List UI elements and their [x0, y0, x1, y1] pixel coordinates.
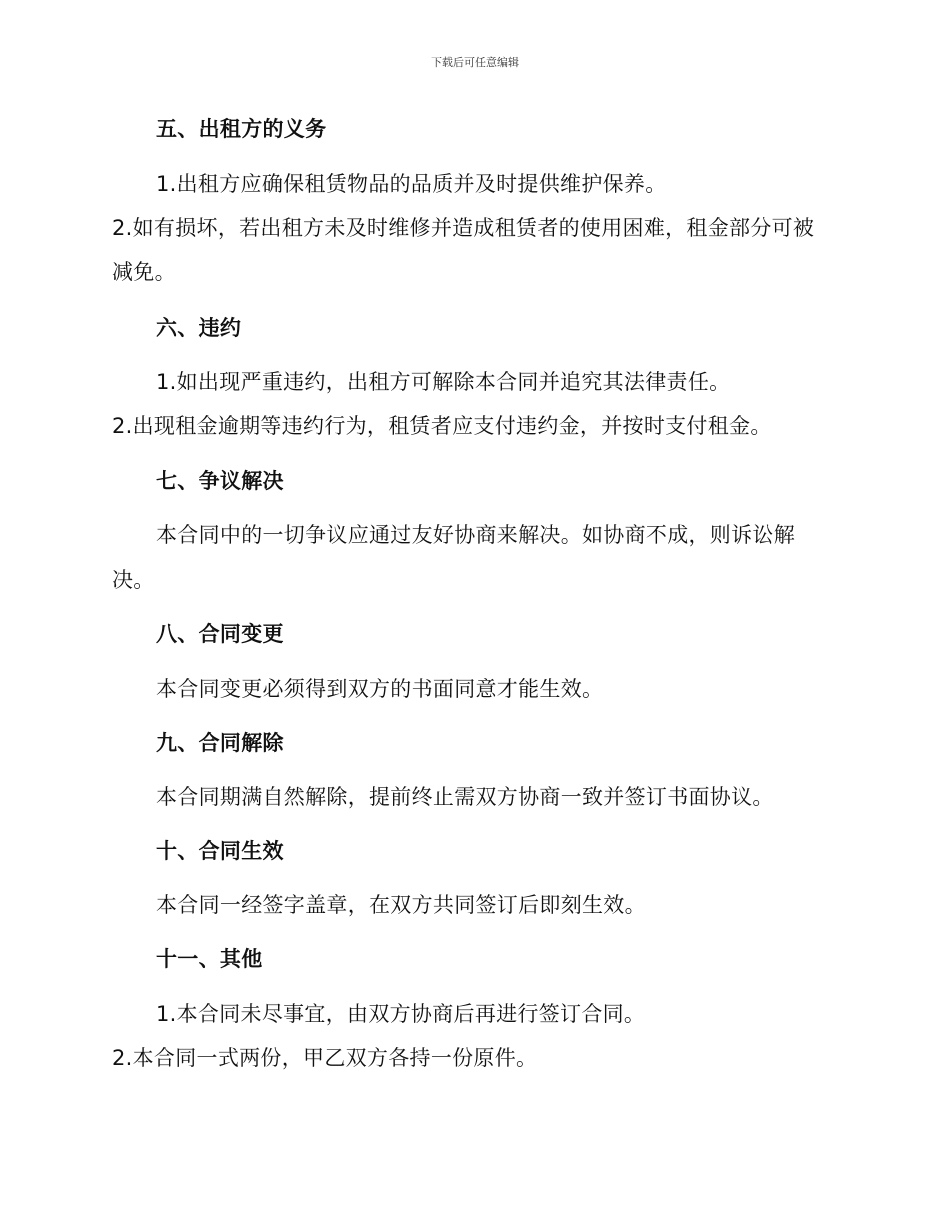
section-heading: 七、争议解决 [156, 469, 284, 493]
section-heading: 十一、其他 [156, 947, 263, 971]
paragraph: 1.本合同未尽事宜，由双方协商后再进行签订合同。 [156, 1002, 646, 1026]
section-heading: 六、违约 [156, 316, 242, 340]
section-heading: 十、合同生效 [156, 839, 284, 863]
paragraph: 本合同中的一切争议应通过友好协商来解决。如协商不成，则诉讼解 [156, 523, 795, 547]
paragraph: 1.出租方应确保租赁物品的品质并及时提供维护保养。 [156, 172, 667, 196]
paragraph: 本合同期满自然解除，提前终止需双方协商一致并签订书面协议。 [156, 785, 774, 809]
paragraph: 2.出现租金逾期等违约行为，租赁者应支付违约金，并按时支付租金。 [112, 414, 772, 438]
page-header-note: 下载后可任意编辑 [431, 56, 519, 69]
paragraph: 本合同变更必须得到双方的书面同意才能生效。 [156, 677, 604, 701]
paragraph: 2.本合同一式两份，甲乙双方各持一份原件。 [112, 1046, 538, 1070]
section-heading: 八、合同变更 [156, 622, 284, 646]
paragraph-continuation: 决。 [112, 568, 155, 592]
paragraph: 本合同一经签字盖章，在双方共同签订后即刻生效。 [156, 893, 646, 917]
paragraph-continuation: 减免。 [112, 260, 176, 284]
section-heading: 九、合同解除 [156, 731, 284, 755]
section-heading: 五、出租方的义务 [156, 117, 327, 141]
paragraph: 2.如有损坏，若出租方未及时维修并造成租赁者的使用困难，租金部分可被 [112, 216, 815, 240]
paragraph: 1.如出现严重违约，出租方可解除本合同并追究其法律责任。 [156, 370, 731, 394]
